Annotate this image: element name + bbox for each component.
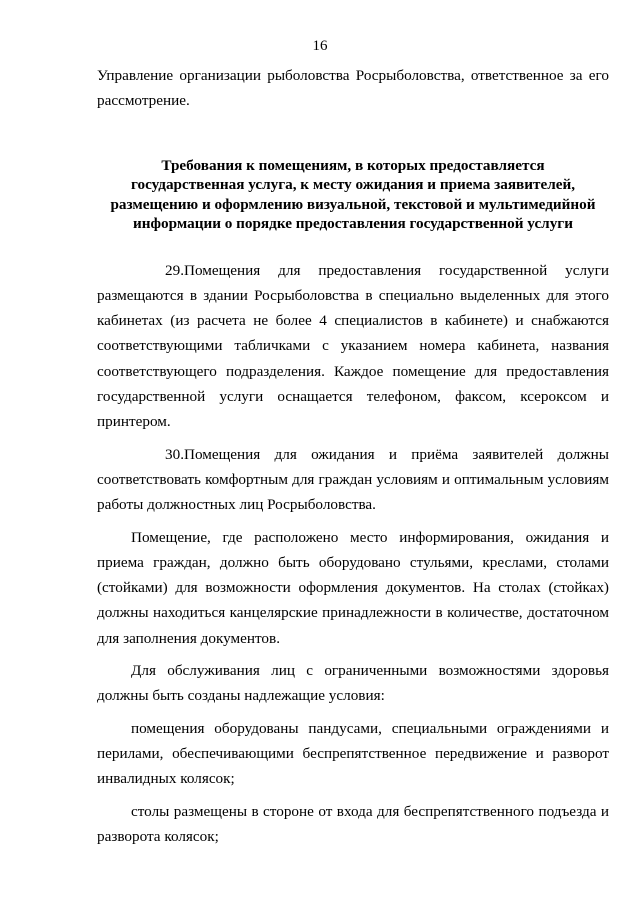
paragraph-disabilities: Для обслуживания лиц с ограниченными возможностями здоровья должны быть созданы надлежащие условия:: [97, 662, 609, 705]
paragraph-number: 29.: [165, 261, 184, 279]
paragraph-30: [97, 442, 609, 518]
paragraph-29: [97, 258, 609, 435]
section-heading: [97, 156, 609, 234]
heading-line: информации о порядке предоставления государственной услуги: [133, 215, 573, 233]
intro-paragraph: Управление организации рыболовства Росрыболовства, ответственное за его рассмотрение.: [97, 67, 609, 110]
paragraph-text: Помещения для предоставления государственной услуги размещаются в здании Росрыболовства в специально выделенных для этого кабинетах (из расчета не более 4 специалистов в кабинете) и снабжаются соответствующими табличками с указанием номера кабинета, названия соответствующего подразделения. Каждое помещение для предоставления государственной услуги оснащается телефоном, факсом, ксероксом и принтером.: [97, 261, 609, 431]
paragraph-tables: столы размещены в стороне от входа для беспрепятственного подъезда и разворота колясок;: [97, 802, 609, 845]
document-body: [97, 63, 609, 849]
paragraph-premises: Помещение, где расположено место информирования, ожидания и приема граждан, должно быть оборудовано стульями, креслами, столами (стойками) для возможности оформления документов. На столах (стойках) должны находиться канцелярские принадлежности в количестве, достаточном для заполнения документов.: [97, 528, 609, 647]
heading-line: размещению и оформлению визуальной, текстовой и мультимедийной: [110, 195, 596, 213]
paragraph-number: 30.: [165, 445, 184, 463]
heading-line: Требования к помещениям, в которых предоставляется: [161, 156, 545, 174]
paragraph-text: Помещения для ожидания и приёма заявителей должны соответствовать комфортным для граждан условиям и оптимальным условиям работы должностных лиц Росрыболовства.: [97, 445, 609, 514]
heading-line: государственная услуга, к месту ожидания и приема заявителей,: [130, 176, 576, 194]
paragraph-ramps: помещения оборудованы пандусами, специальными ограждениями и перилами, обеспечивающими беспрепятственное передвижение и разворот инвалидных колясок;: [97, 719, 609, 788]
page-number: 16: [312, 38, 328, 54]
